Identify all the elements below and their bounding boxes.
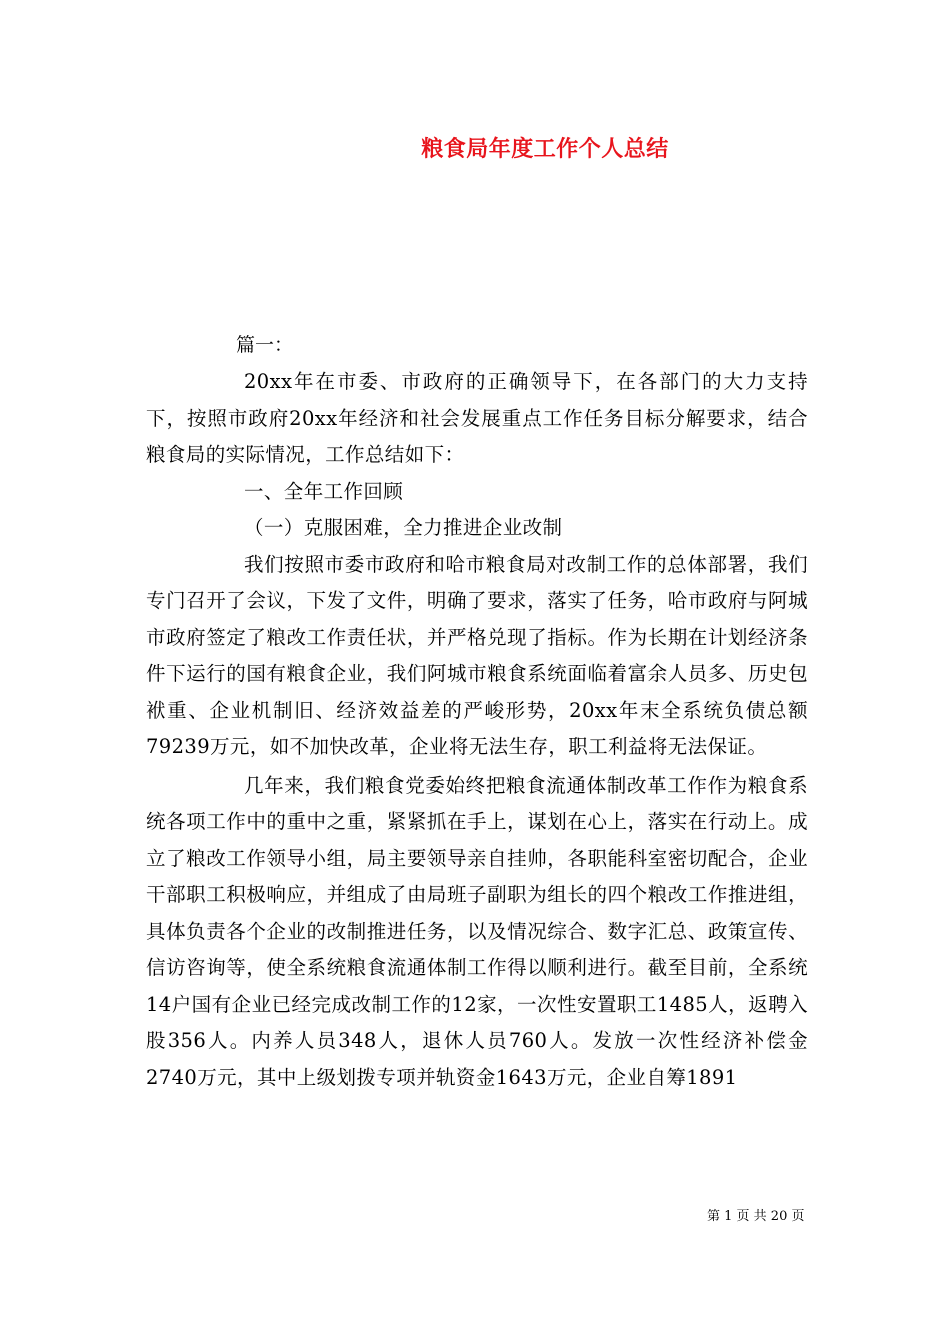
body-paragraph: 几年来，我们粮食党委始终把粮食流通体制改革工作作为粮食系统各项工作中的重中之重，紧紧抓在手上，谋划在心上，落实在行动上。成立了粮改工作领导小组，局主要领导亲自挂帅，各职能科室密切配合，企业干部职工积极响应，并组成了由局班子副职为组长的四个粮改工作推进组，具体负责各个企业的改制推进任务，以及情况综合、数字汇总、政策宣传、信访咨询等，使全系统粮食流通体制工作得以顺利进行。截至目前，全系统14户国有企业已经完成改制工作的12家，一次性安置职工1485人，返聘入股356人。内养人员348人，退休人员760人。发放一次性经济补偿金2740万元，其中上级划拨专项并轨资金1643万元，企业自筹1891 bbox=[146, 773, 808, 1089]
body-paragraph: 我们按照市委市政府和哈市粮食局对改制工作的总体部署，我们专门召开了会议，下发了文件，明确了要求，落实了任务，哈市政府与阿城市政府签定了粮改工作责任状，并严格兑现了指标。作为长期在计划经济条件下运行的国有粮食企业，我们阿城市粮食系统面临着富余人员多、历史包袱重、企业机制旧、经济效益差的严峻形势，20xx年末全系统负债总额79239万元，如不加快改革，企业将无法生存，职工利益将无法保证。 bbox=[146, 552, 808, 758]
section-label: 篇一： bbox=[236, 334, 294, 356]
intro-paragraph: 20xx年在市委、市政府的正确领导下，在各部门的大力支持下，按照市政府20xx年经济和社会发展重点工作任务目标分解要求，结合粮食局的实际情况，工作总结如下： bbox=[146, 370, 808, 466]
document-title: 粮食局年度工作个人总结 bbox=[421, 136, 669, 162]
section-heading: 一、全年工作回顾 bbox=[244, 479, 404, 503]
subsection-heading: （一）克服困难，全力推进企业改制 bbox=[244, 516, 563, 539]
document-body bbox=[146, 364, 808, 1096]
page-indicator: 第 1 页 共 20 页 bbox=[707, 1209, 805, 1224]
